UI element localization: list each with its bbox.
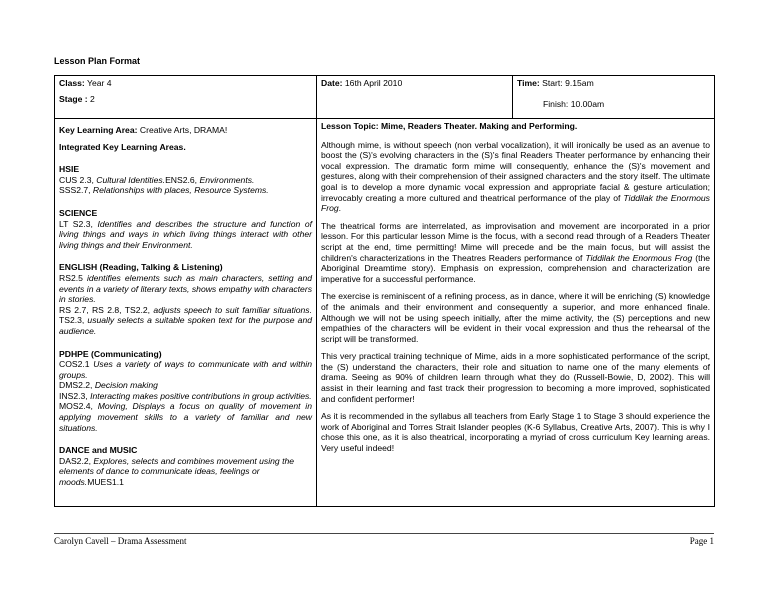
lesson-topic: Lesson Topic: Mime, Readers Theater. Making and Performing. bbox=[321, 121, 578, 131]
hsie-section bbox=[59, 164, 312, 196]
hsie-text-1: Cultural Identities. bbox=[96, 174, 166, 185]
lesson-topic-cell bbox=[317, 119, 715, 507]
science-heading: SCIENCE bbox=[59, 207, 98, 218]
english-code-2: RS 2.7, RS 2.8, TS2.2, bbox=[59, 304, 151, 315]
time-label: Time: bbox=[517, 78, 540, 88]
pdhpe-heading: PDHPE (Communicating) bbox=[59, 348, 162, 359]
english-code-1: RS2.5 bbox=[59, 272, 83, 283]
dance-text-1: Explores, selects and combines movement using the elements of dance to communicate ideas, feelings or moods. bbox=[59, 455, 295, 488]
pdhpe-text-2: Decision making bbox=[94, 380, 158, 391]
kla-line bbox=[59, 121, 312, 136]
pdhpe-code-1: COS2.1 bbox=[59, 359, 90, 370]
class-label: Class: bbox=[59, 78, 85, 88]
science-text: Identifies and describes the structure and function of living things and ways in which living things interact with other living things and their Environment. bbox=[59, 218, 312, 250]
pdhpe-section bbox=[59, 349, 312, 434]
pdhpe-code-4: MOS2.4, bbox=[59, 401, 93, 412]
dance-section bbox=[59, 445, 312, 487]
date-value: 16th April 2010 bbox=[344, 78, 403, 88]
kla-value: Creative Arts, DRAMA! bbox=[139, 125, 228, 135]
english-text-1: identifies elements such as main characters, setting and events in a variety of literary texts, shows empathy with characters in stories. bbox=[59, 272, 312, 305]
kla-label: Key Learning Area: bbox=[59, 125, 138, 135]
footer-rule bbox=[54, 533, 714, 534]
lesson-plan-table bbox=[54, 75, 715, 507]
science-code: LT S2.3, bbox=[59, 218, 93, 229]
hsie-code-3: SSS2.7, bbox=[59, 185, 91, 196]
page-title: Lesson Plan Format bbox=[54, 56, 141, 66]
dance-code-2: MUES1.1 bbox=[87, 477, 124, 488]
pdhpe-code-3: INS2.3, bbox=[59, 390, 88, 401]
time-cell bbox=[513, 76, 715, 119]
class-value: Year 4 bbox=[87, 78, 112, 88]
pdhpe-text-1: Uses a variety of ways to communicate with and within groups. bbox=[59, 359, 312, 380]
english-code-3: TS2.3, bbox=[59, 315, 85, 326]
footer-page-number: Page 1 bbox=[689, 536, 714, 546]
pdhpe-text-3: Interacting makes positive contributions in group activities. bbox=[90, 390, 312, 401]
hsie-code-1: CUS 2.3, bbox=[59, 174, 94, 185]
play-title-2: Tiddilak the Enormous Frog bbox=[585, 252, 693, 263]
paragraph-4: This very practical training technique of Mime, aids in a more sophisticated performance of the script, the (S) understand the characters, their role and situation to name one of the many elements of drama. Seeing as 90% of children learn through what they do (Russell-Bowie, D, 2002). This will assist in their learning and fast track their progression to becoming a more improved, sophisticated and confident performer! bbox=[321, 351, 710, 404]
kla-cell bbox=[55, 119, 317, 507]
english-text-2: adjusts speech to suit familiar situations. bbox=[153, 304, 312, 315]
date-label: Date: bbox=[321, 78, 343, 88]
hsie-heading: HSIE bbox=[59, 164, 80, 175]
body-row bbox=[55, 119, 715, 507]
science-section bbox=[59, 208, 312, 250]
hsie-text-2: Environments. bbox=[199, 174, 255, 185]
dance-heading: DANCE and MUSIC bbox=[59, 445, 138, 456]
time-finish: Finish: 10.00am bbox=[543, 98, 605, 109]
footer-author: Carolyn Cavell – Drama Assessment bbox=[54, 536, 187, 546]
paragraph-3: The exercise is reminiscent of a refining process, as in dance, where it will be enriching (S) knowledge of the animals and their environment and consequently a superior, and more enhanced finale. Although we will not be using speech initially, after the mime activity, the (S) perceptions and new empathies of the characters will be evident in their vocal expression and thus the rehearsal of the script will be transformed. bbox=[321, 291, 710, 344]
pdhpe-code-2: DMS2.2, bbox=[59, 380, 93, 391]
english-text-3: usually selects a suitable spoken text for the purpose and audience. bbox=[59, 315, 312, 336]
stage-value: 2 bbox=[90, 93, 95, 104]
hsie-code-2: ENS2.6, bbox=[165, 174, 198, 185]
english-heading: ENGLISH (Reading, Talking & Listening) bbox=[59, 262, 223, 273]
class-stage-cell bbox=[55, 76, 317, 119]
pdhpe-text-4: Moving, Displays a focus on quality of movement in applying movement skills to a variety of familiar and new situations. bbox=[59, 401, 312, 433]
date-cell bbox=[317, 76, 513, 119]
stage-label: Stage : bbox=[59, 93, 88, 104]
paragraph-1: Although mime, is without speech (non verbal vocalization), it will ironically be used as an avenue to boost the (S)'s evolving characters in the (S)'s final Readers Theater performance by enhancing their vocal expression. The dramatic form mime will consequently, enhance the (S)'s movement and gestures, along with their comprehension of their assigned characters and the story itself. The ultimate goal is to develop a more dynamic vocal expression and appropriate facial & gesture articulation; irrevocably creating a more cultured and theatrical performance of the play of Tiddilak the Enormous Frog. bbox=[321, 139, 710, 214]
english-section bbox=[59, 262, 312, 336]
paragraph-5: As it is recommended in the syllabus all teachers from Early Stage 1 to Stage 3 should experience the work of Aboriginal and Torres Strait Islander peoples (K-6 Syllabus, Creative Arts, 2007). This is why I chose this one, as it is also theatrical, incorporating a myriad of cross curriculum Key learning areas. Very useful indeed! bbox=[321, 411, 710, 454]
paragraph-2: The theatrical forms are interrelated, as improvisation and movement are incorporated in a prior lesson. For this particular lesson Mime is the focus, with a second read through of a Readers Theater script at the end, time permitting! Mime will precede and be the main focus, but will assist the children's characterizations in the Theatres Readers performance of Tiddilak the Enormous Frog (the Aboriginal Dreamtime story). Emphasis on expression, comprehension and characterization are imperative for a successful performance. bbox=[321, 220, 711, 284]
integrated-kla-heading: Integrated Key Learning Areas. bbox=[59, 141, 186, 152]
play-title-1: Tiddilak the Enormous Frog bbox=[321, 192, 710, 214]
dance-code-1: DAS2.2, bbox=[59, 455, 92, 466]
hsie-text-3: Relationships with places, Resource Systems. bbox=[92, 185, 269, 196]
header-row bbox=[55, 76, 715, 119]
time-start: Start: 9.15am bbox=[542, 78, 594, 88]
